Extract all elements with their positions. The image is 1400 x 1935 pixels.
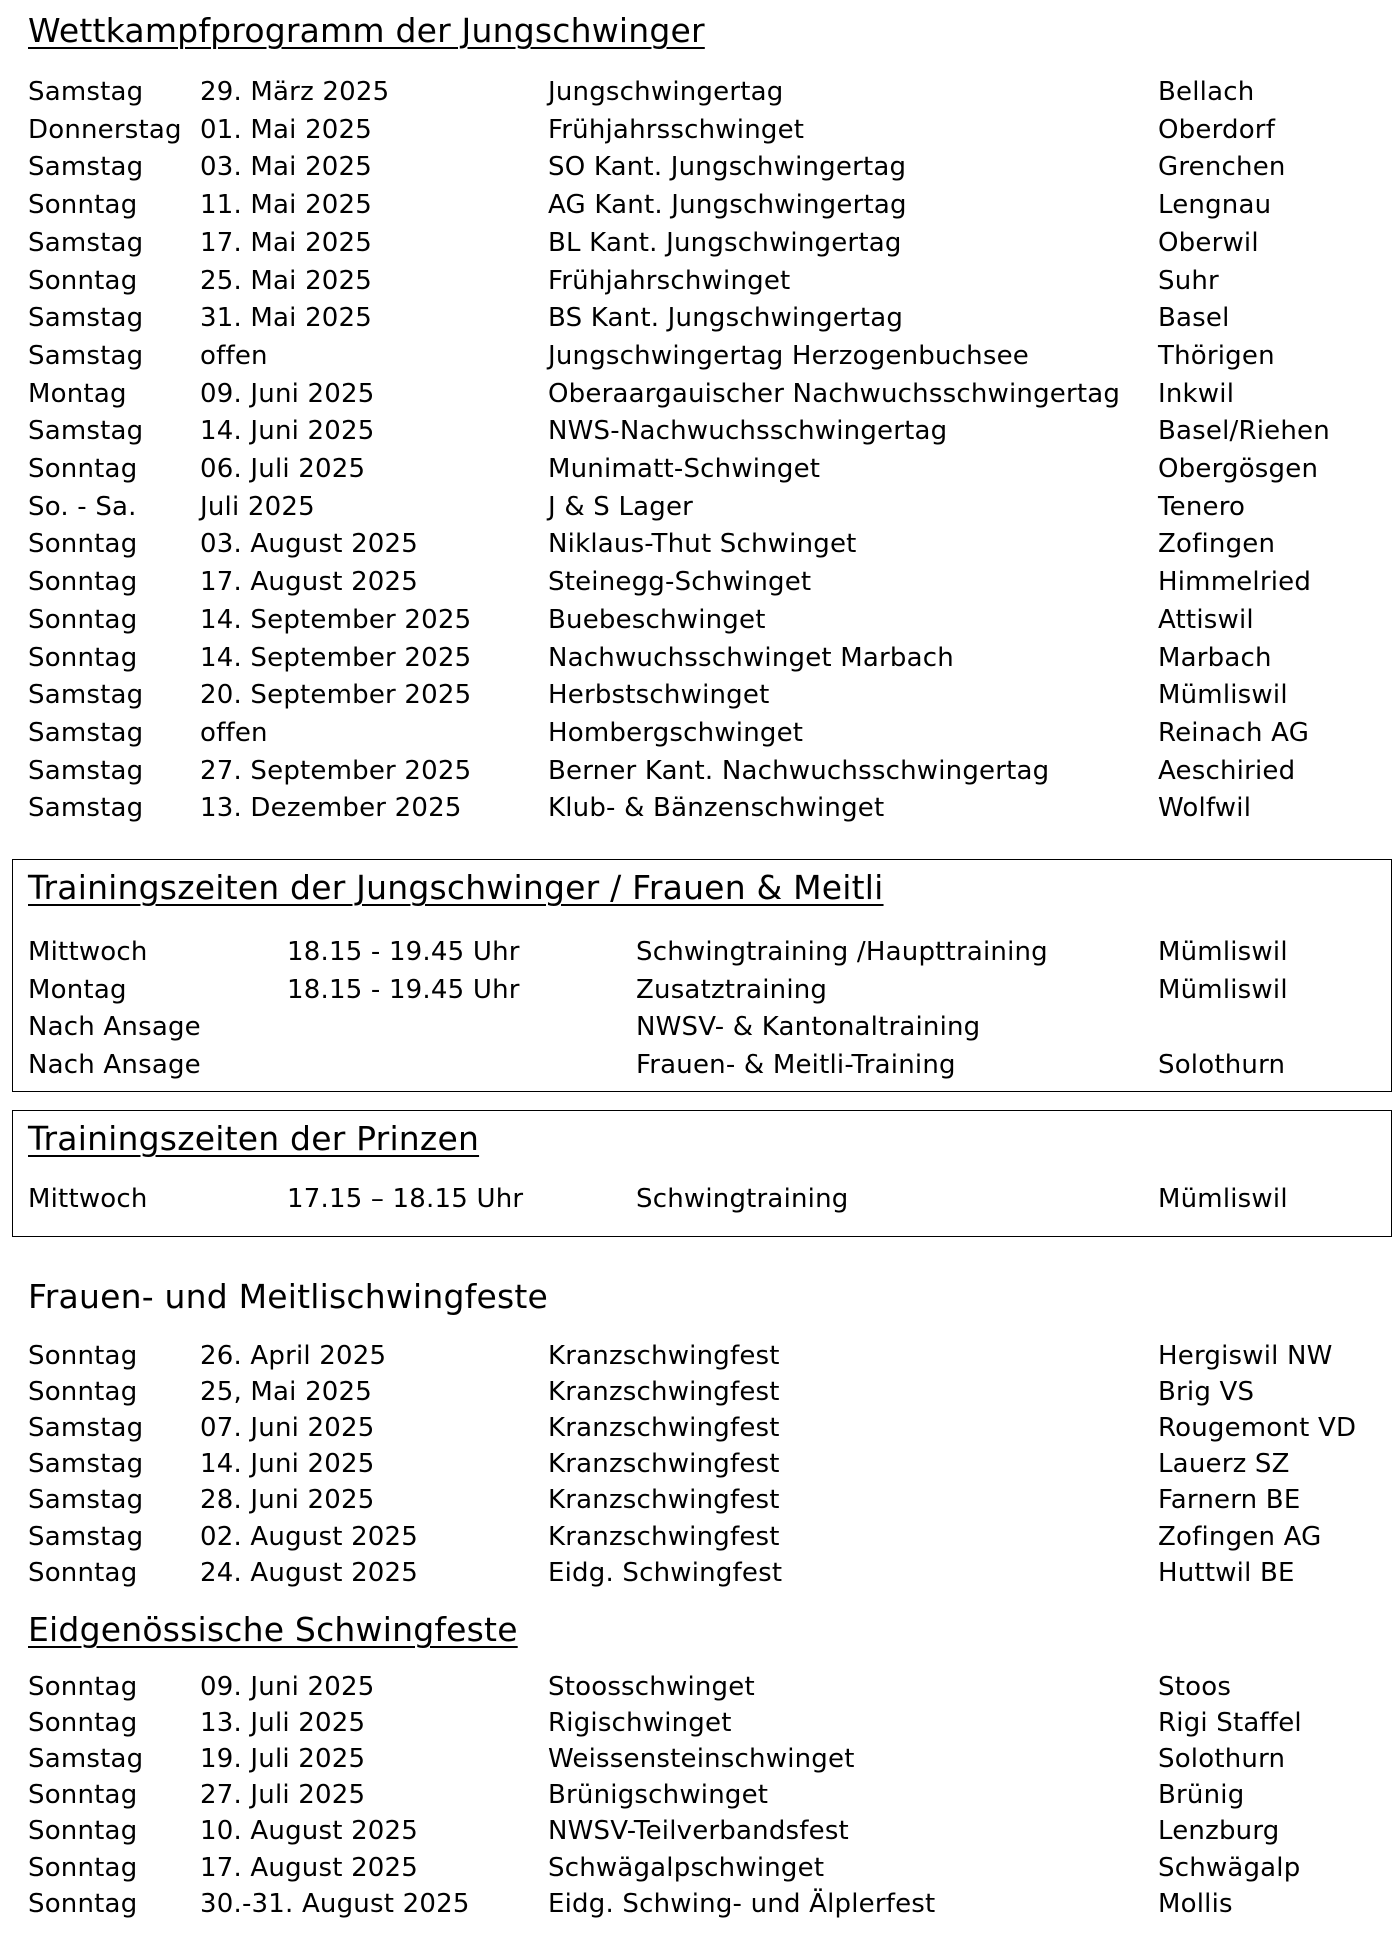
frauen-day-cell: Sonntag [28,1377,138,1407]
frauen-place-cell: Brig VS [1158,1377,1255,1407]
eidg-place-cell: Stoos [1158,1672,1232,1702]
frauen-date-cell: 02. August 2025 [200,1522,419,1552]
training-jung-day-cell: Nach Ansage [28,1050,201,1080]
wettkampf-day-cell: Samstag [28,756,144,786]
frauen-date-cell: 24. August 2025 [200,1558,419,1588]
eidg-place-cell: Rigi Staffel [1158,1708,1302,1738]
training-jung-event-cell: Zusatztraining [636,975,828,1005]
wettkampf-place-cell: Inkwil [1158,379,1235,409]
training-jung-day-cell: Montag [28,975,127,1005]
eidg-day-cell: Sonntag [28,1708,138,1738]
wettkampf-place-cell: Basel/Riehen [1158,416,1330,446]
eidg-date-cell: 09. Juni 2025 [200,1672,375,1702]
frauen-event-cell: Kranzschwingfest [548,1522,780,1552]
wettkampf-event-cell: Klub- & Bänzenschwinget [548,793,885,823]
wettkampf-event-cell: Munimatt-Schwinget [548,454,821,484]
eidg-title: Eidgenössische Schwingfeste [28,1610,518,1649]
wettkampf-day-cell: Samstag [28,152,144,182]
eidg-day-cell: Sonntag [28,1853,138,1883]
wettkampf-event-cell: Jungschwingertag [548,77,784,107]
wettkampf-day-cell: Samstag [28,228,144,258]
wettkampf-event-cell: BL Kant. Jungschwingertag [548,228,902,258]
eidg-date-cell: 27. Juli 2025 [200,1780,366,1810]
eidg-event-cell: Eidg. Schwing- und Älplerfest [548,1889,936,1919]
wettkampf-day-cell: Samstag [28,416,144,446]
eidg-day-cell: Samstag [28,1744,144,1774]
wettkampf-date-cell: 14. September 2025 [200,643,472,673]
frauen-event-cell: Kranzschwingfest [548,1341,780,1371]
frauen-event-cell: Kranzschwingfest [548,1449,780,1479]
frauen-title: Frauen- und Meitlischwingfeste [28,1277,549,1316]
wettkampf-day-cell: Donnerstag [28,115,182,145]
wettkampf-place-cell: Bellach [1158,77,1255,107]
training-jung-place-cell: Mümliswil [1158,975,1288,1005]
eidg-event-cell: Schwägalpschwinget [548,1853,825,1883]
training-jung-place-cell: Mümliswil [1158,937,1288,967]
wettkampf-day-cell: Sonntag [28,190,138,220]
wettkampf-event-cell: Frühjahrschwinget [548,266,791,296]
wettkampf-event-cell: BS Kant. Jungschwingertag [548,303,904,333]
eidg-date-cell: 10. August 2025 [200,1816,419,1846]
wettkampf-place-cell: Mümliswil [1158,680,1288,710]
wettkampf-day-cell: Samstag [28,303,144,333]
wettkampf-date-cell: 14. Juni 2025 [200,416,375,446]
frauen-event-cell: Kranzschwingfest [548,1413,780,1443]
wettkampf-day-cell: Samstag [28,793,144,823]
wettkampf-place-cell: Lengnau [1158,190,1272,220]
eidg-place-cell: Brünig [1158,1780,1245,1810]
eidg-place-cell: Mollis [1158,1889,1233,1919]
frauen-date-cell: 28. Juni 2025 [200,1485,375,1515]
wettkampf-day-cell: Sonntag [28,605,138,635]
eidg-day-cell: Sonntag [28,1672,138,1702]
eidg-day-cell: Sonntag [28,1889,138,1919]
eidg-event-cell: Stoosschwinget [548,1672,755,1702]
wettkampf-date-cell: 29. März 2025 [200,77,390,107]
frauen-date-cell: 07. Juni 2025 [200,1413,375,1443]
frauen-day-cell: Sonntag [28,1341,138,1371]
frauen-place-cell: Rougemont VD [1158,1413,1357,1443]
wettkampf-date-cell: 13. Dezember 2025 [200,793,462,823]
eidg-day-cell: Sonntag [28,1780,138,1810]
wettkampf-event-cell: Berner Kant. Nachwuchsschwingertag [548,756,1050,786]
eidg-place-cell: Lenzburg [1158,1816,1280,1846]
frauen-day-cell: Samstag [28,1485,144,1515]
wettkampf-day-cell: Sonntag [28,266,138,296]
wettkampf-event-cell: Oberaargauischer Nachwuchsschwingertag [548,379,1121,409]
wettkampf-place-cell: Wolfwil [1158,793,1252,823]
wettkampf-date-cell: offen [200,718,268,748]
wettkampf-place-cell: Grenchen [1158,152,1286,182]
wettkampf-date-cell: 27. September 2025 [200,756,472,786]
training-jung-date-cell: 18.15 - 19.45 Uhr [287,937,520,967]
eidg-event-cell: Weissensteinschwinget [548,1744,855,1774]
eidg-date-cell: 19. Juli 2025 [200,1744,366,1774]
frauen-date-cell: 26. April 2025 [200,1341,387,1371]
eidg-date-cell: 17. August 2025 [200,1853,419,1883]
wettkampf-date-cell: Juli 2025 [200,492,315,522]
wettkampf-place-cell: Himmelried [1158,567,1312,597]
eidg-date-cell: 13. Juli 2025 [200,1708,366,1738]
frauen-place-cell: Zofingen AG [1158,1522,1322,1552]
wettkampf-day-cell: Sonntag [28,643,138,673]
wettkampf-event-cell: NWS-Nachwuchsschwingertag [548,416,948,446]
wettkampf-date-cell: 06. Juli 2025 [200,454,366,484]
frauen-day-cell: Samstag [28,1522,144,1552]
frauen-day-cell: Sonntag [28,1558,138,1588]
eidg-place-cell: Solothurn [1158,1744,1286,1774]
wettkampf-event-cell: SO Kant. Jungschwingertag [548,152,907,182]
wettkampf-place-cell: Marbach [1158,643,1272,673]
training-jung-title: Trainingszeiten der Jungschwinger / Frauen & Meitli [28,868,884,907]
eidg-date-cell: 30.-31. August 2025 [200,1889,470,1919]
wettkampf-event-cell: Buebeschwinget [548,605,766,635]
wettkampf-day-cell: Samstag [28,680,144,710]
frauen-day-cell: Samstag [28,1413,144,1443]
wettkampf-place-cell: Tenero [1158,492,1246,522]
wettkampf-event-cell: Niklaus-Thut Schwinget [548,529,857,559]
wettkampf-place-cell: Attiswil [1158,605,1254,635]
wettkampf-event-cell: J & S Lager [548,492,694,522]
wettkampf-event-cell: Nachwuchsschwinget Marbach [548,643,954,673]
frauen-event-cell: Kranzschwingfest [548,1377,780,1407]
frauen-place-cell: Lauerz SZ [1158,1449,1290,1479]
wettkampf-place-cell: Aeschiried [1158,756,1296,786]
wettkampf-place-cell: Reinach AG [1158,718,1310,748]
training-jung-day-cell: Nach Ansage [28,1012,201,1042]
wettkampf-day-cell: Sonntag [28,529,138,559]
wettkampf-day-cell: Sonntag [28,567,138,597]
wettkampf-date-cell: 31. Mai 2025 [200,303,373,333]
frauen-date-cell: 14. Juni 2025 [200,1449,375,1479]
wettkampf-place-cell: Obergösgen [1158,454,1319,484]
wettkampf-event-cell: AG Kant. Jungschwingertag [548,190,907,220]
training-prinzen-event-cell: Schwingtraining [636,1184,849,1214]
eidg-place-cell: Schwägalp [1158,1853,1301,1883]
wettkampf-day-cell: Samstag [28,77,144,107]
training-jung-event-cell: Schwingtraining /Haupttraining [636,937,1048,967]
wettkampf-date-cell: offen [200,341,268,371]
wettkampf-date-cell: 14. September 2025 [200,605,472,635]
wettkampf-place-cell: Basel [1158,303,1230,333]
training-prinzen-title: Trainingszeiten der Prinzen [28,1119,480,1158]
training-prinzen-day-cell: Mittwoch [28,1184,148,1214]
wettkampf-event-cell: Frühjahrsschwinget [548,115,805,145]
training-prinzen-place-cell: Mümliswil [1158,1184,1288,1214]
wettkampf-date-cell: 20. September 2025 [200,680,472,710]
training-jung-place-cell: Solothurn [1158,1050,1286,1080]
training-jung-date-cell: 18.15 - 19.45 Uhr [287,975,520,1005]
eidg-event-cell: NWSV-Teilverbandsfest [548,1816,849,1846]
wettkampf-event-cell: Herbstschwinget [548,680,770,710]
frauen-event-cell: Eidg. Schwingfest [548,1558,783,1588]
wettkampf-date-cell: 09. Juni 2025 [200,379,375,409]
wettkampf-date-cell: 25. Mai 2025 [200,266,373,296]
wettkampf-day-cell: Sonntag [28,454,138,484]
wettkampf-event-cell: Steinegg-Schwinget [548,567,812,597]
frauen-place-cell: Huttwil BE [1158,1558,1295,1588]
wettkampf-date-cell: 01. Mai 2025 [200,115,373,145]
wettkampf-day-cell: Montag [28,379,127,409]
wettkampf-date-cell: 03. Mai 2025 [200,152,373,182]
training-jung-day-cell: Mittwoch [28,937,148,967]
wettkampf-place-cell: Oberdorf [1158,115,1276,145]
wettkampf-event-cell: Hombergschwinget [548,718,804,748]
training-jung-event-cell: Frauen- & Meitli-Training [636,1050,956,1080]
wettkampf-place-cell: Thörigen [1158,341,1275,371]
frauen-event-cell: Kranzschwingfest [548,1485,780,1515]
wettkampf-date-cell: 17. August 2025 [200,567,419,597]
wettkampf-day-cell: So. - Sa. [28,492,137,522]
wettkampf-title: Wettkampfprogramm der Jungschwinger [28,11,705,50]
eidg-event-cell: Rigischwinget [548,1708,732,1738]
frauen-day-cell: Samstag [28,1449,144,1479]
training-jung-event-cell: NWSV- & Kantonaltraining [636,1012,981,1042]
wettkampf-place-cell: Suhr [1158,266,1219,296]
frauen-place-cell: Farnern BE [1158,1485,1301,1515]
wettkampf-place-cell: Zofingen [1158,529,1276,559]
wettkampf-day-cell: Samstag [28,341,144,371]
eidg-event-cell: Brünigschwinget [548,1780,769,1810]
wettkampf-date-cell: 03. August 2025 [200,529,419,559]
wettkampf-place-cell: Oberwil [1158,228,1259,258]
wettkampf-date-cell: 17. Mai 2025 [200,228,373,258]
wettkampf-day-cell: Samstag [28,718,144,748]
frauen-date-cell: 25, Mai 2025 [200,1377,373,1407]
training-prinzen-date-cell: 17.15 – 18.15 Uhr [287,1184,524,1214]
eidg-day-cell: Sonntag [28,1816,138,1846]
frauen-place-cell: Hergiswil NW [1158,1341,1333,1371]
wettkampf-date-cell: 11. Mai 2025 [200,190,373,220]
wettkampf-event-cell: Jungschwingertag Herzogenbuchsee [548,341,1029,371]
